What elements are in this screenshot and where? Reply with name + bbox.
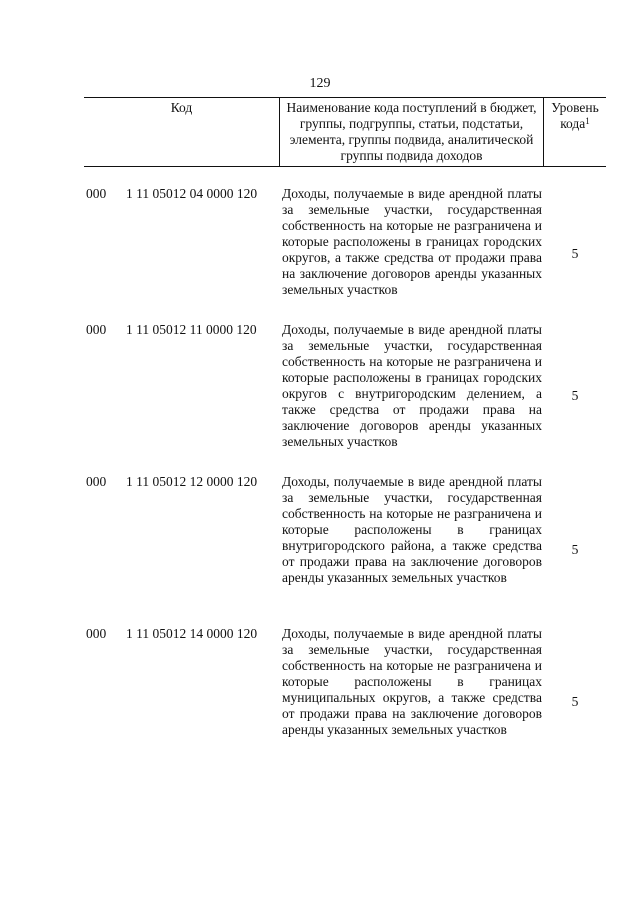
- row-level: 5: [571, 694, 579, 709]
- table-row: [84, 474, 606, 624]
- row-revenue-name: Доходы, получаемые в виде арендной платы за земельные участки, государственная собственность на которые не разграничена и которые расположены в границах городских округов, а также средства от продажи права на заключение договоров аренды указанных земельных участков: [282, 186, 542, 297]
- table-row: [84, 186, 606, 314]
- row-revenue-code: 1 11 05012 12 0000 120: [126, 474, 258, 489]
- table-row: [84, 626, 606, 776]
- row-revenue-code: 1 11 05012 04 0000 120: [126, 186, 258, 201]
- row-admin-code: 000: [86, 186, 107, 201]
- row-revenue-name: Доходы, получаемые в виде арендной платы за земельные участки, государственная собственность на которые не разграничена и которые расположены в границах муниципальных округов, а также средства от продажи права на заключение договоров аренды указанных земельных участков: [282, 626, 542, 737]
- row-admin-code: 000: [86, 322, 107, 337]
- header-level: Уровень кода: [551, 100, 599, 131]
- table-row: [84, 322, 606, 472]
- header-name: Наименование кода поступлений в бюджет, группы, подгруппы, статьи, подстатьи, элемента, группы подвида, аналитической группы подвида доходов: [280, 98, 544, 166]
- row-level: 5: [571, 246, 579, 261]
- row-revenue-code: 1 11 05012 14 0000 120: [126, 626, 258, 641]
- row-level: 5: [571, 542, 579, 557]
- row-level: 5: [571, 388, 579, 403]
- row-admin-code: 000: [86, 626, 107, 641]
- row-admin-code: 000: [86, 474, 107, 489]
- header-level-footnote: 1: [585, 116, 590, 126]
- table-header: [84, 97, 606, 167]
- row-revenue-name: Доходы, получаемые в виде арендной платы за земельные участки, государственная собственность на которые не разграничена и которые расположены в границах городских округов с внутригородским делением, а также средства от продажи права на заключение договоров аренды указанных земельных участков: [282, 322, 542, 449]
- page-number: 129: [309, 76, 331, 91]
- header-code: Код: [84, 98, 280, 166]
- header-level-cell: [544, 98, 606, 166]
- row-revenue-name: Доходы, получаемые в виде арендной платы за земельные участки, государственная собственность на которые не разграничена и которые расположены в границах внутригородского района, а также средства от продажи права на заключение договоров аренды указанных земельных участков: [282, 474, 542, 585]
- row-revenue-code: 1 11 05012 11 0000 120: [126, 322, 257, 337]
